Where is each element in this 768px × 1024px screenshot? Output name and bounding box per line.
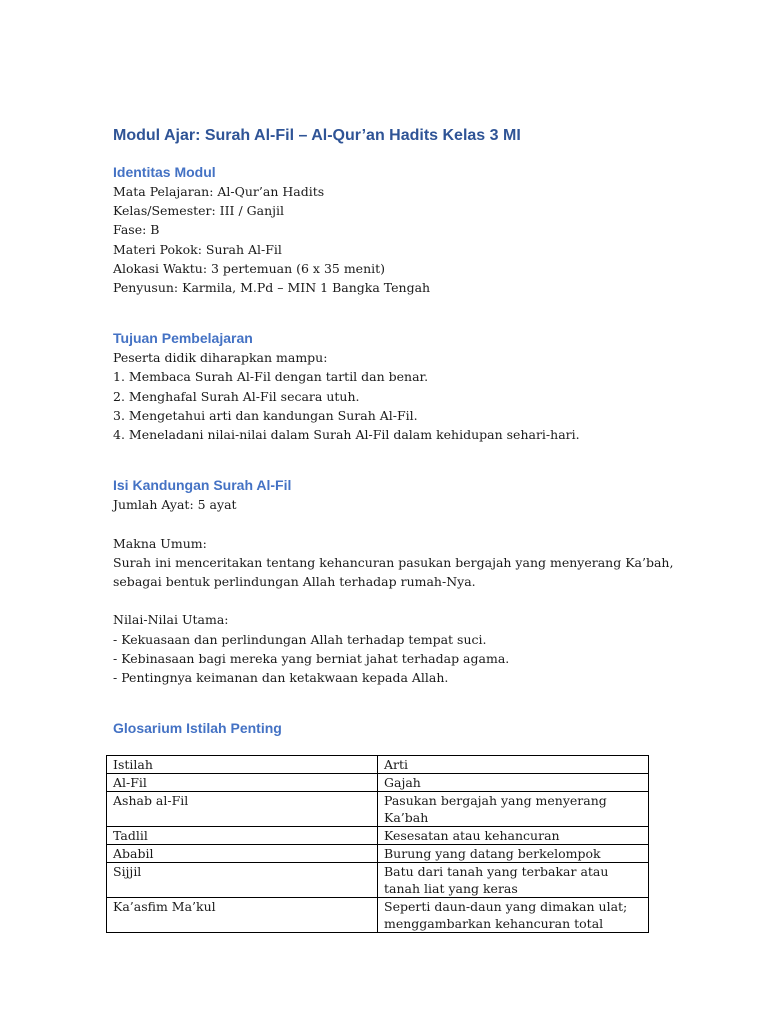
identitas-line: Kelas/Semester: III / Ganjil [113,203,285,219]
isi-section [113,495,674,687]
cell-istilah: Al-Fil [107,774,378,792]
tujuan-line: Peserta didik diharapkan mampu: [113,350,328,366]
document-body [113,124,674,738]
identitas-line: Penyusun: Karmila, M.Pd – MIN 1 Bangka Tengah [113,280,431,296]
nilai-line: - Pentingnya keimanan dan ketakwaan kepada Allah. [113,670,449,686]
header-cell-arti: Arti [378,756,649,774]
nilai-utama-label: Nilai-Nilai Utama: [113,612,229,628]
cell-arti: Gajah [378,774,649,792]
tujuan-line: 4. Meneladani nilai-nilai dalam Surah Al-Fil dalam kehidupan sehari-hari. [113,427,580,443]
cell-arti: Burung yang datang berkelompok [378,845,649,863]
table-row [107,792,649,827]
cell-arti: Seperti daun-daun yang dimakan ulat; menggambarkan kehancuran total [378,898,649,933]
cell-istilah: Sijjil [107,863,378,898]
makna-line: sebagai bentuk perlindungan Allah terhadap rumah-Nya. [113,574,476,590]
cell-istilah: Ashab al-Fil [107,792,378,827]
identitas-line: Materi Pokok: Surah Al-Fil [113,241,282,257]
cell-istilah: Ka’asfim Ma’kul [107,898,378,933]
glossary-table [106,755,649,933]
header-cell-istilah: Istilah [107,756,378,774]
tujuan-line: 2. Menghafal Surah Al-Fil secara utuh. [113,388,360,404]
nilai-line: - Kekuasaan dan perlindungan Allah terhadap tempat suci. [113,631,487,647]
table-row [107,774,649,792]
tujuan-line: 1. Membaca Surah Al-Fil dengan tartil dan benar. [113,369,429,385]
tujuan-line: 3. Mengetahui arti dan kandungan Surah Al-Fil. [113,407,418,423]
table-header-row [107,756,649,774]
identitas-line: Alokasi Waktu: 3 pertemuan (6 x 35 menit) [113,260,386,276]
identitas-line: Fase: B [113,222,160,238]
makna-line: Surah ini menceritakan tentang kehancuran pasukan bergajah yang menyerang Ka’bah, [113,554,674,570]
jumlah-ayat: Jumlah Ayat: 5 ayat [113,497,237,513]
table-row [107,845,649,863]
cell-arti: Kesesatan atau kehancuran [378,827,649,845]
heading-identitas-modul: Identitas Modul [113,164,216,180]
identitas-section [113,182,658,297]
identitas-line: Mata Pelajaran: Al-Qur’an Hadits [113,184,325,199]
table-row [107,898,649,933]
cell-istilah: Tadlil [107,827,378,845]
cell-arti: Batu dari tanah yang terbakar atau tanah liat yang keras [378,863,649,898]
table-row [107,863,649,898]
cell-arti: Pasukan bergajah yang menyerang Ka’bah [378,792,649,827]
heading-glosarium: Glosarium Istilah Penting [113,720,282,737]
tujuan-section [113,348,658,444]
table-row [107,827,649,845]
makna-umum-label: Makna Umum: [113,535,207,551]
heading-isi-kandungan: Isi Kandungan Surah Al-Fil [113,477,292,494]
heading-tujuan-pembelajaran: Tujuan Pembelajaran [113,330,253,347]
nilai-line: - Kebinasaan bagi mereka yang berniat jahat terhadap agama. [113,650,510,666]
document-title: Modul Ajar: Surah Al-Fil – Al-Qur’an Hadits Kelas 3 MI [113,127,521,144]
cell-istilah: Ababil [107,845,378,863]
